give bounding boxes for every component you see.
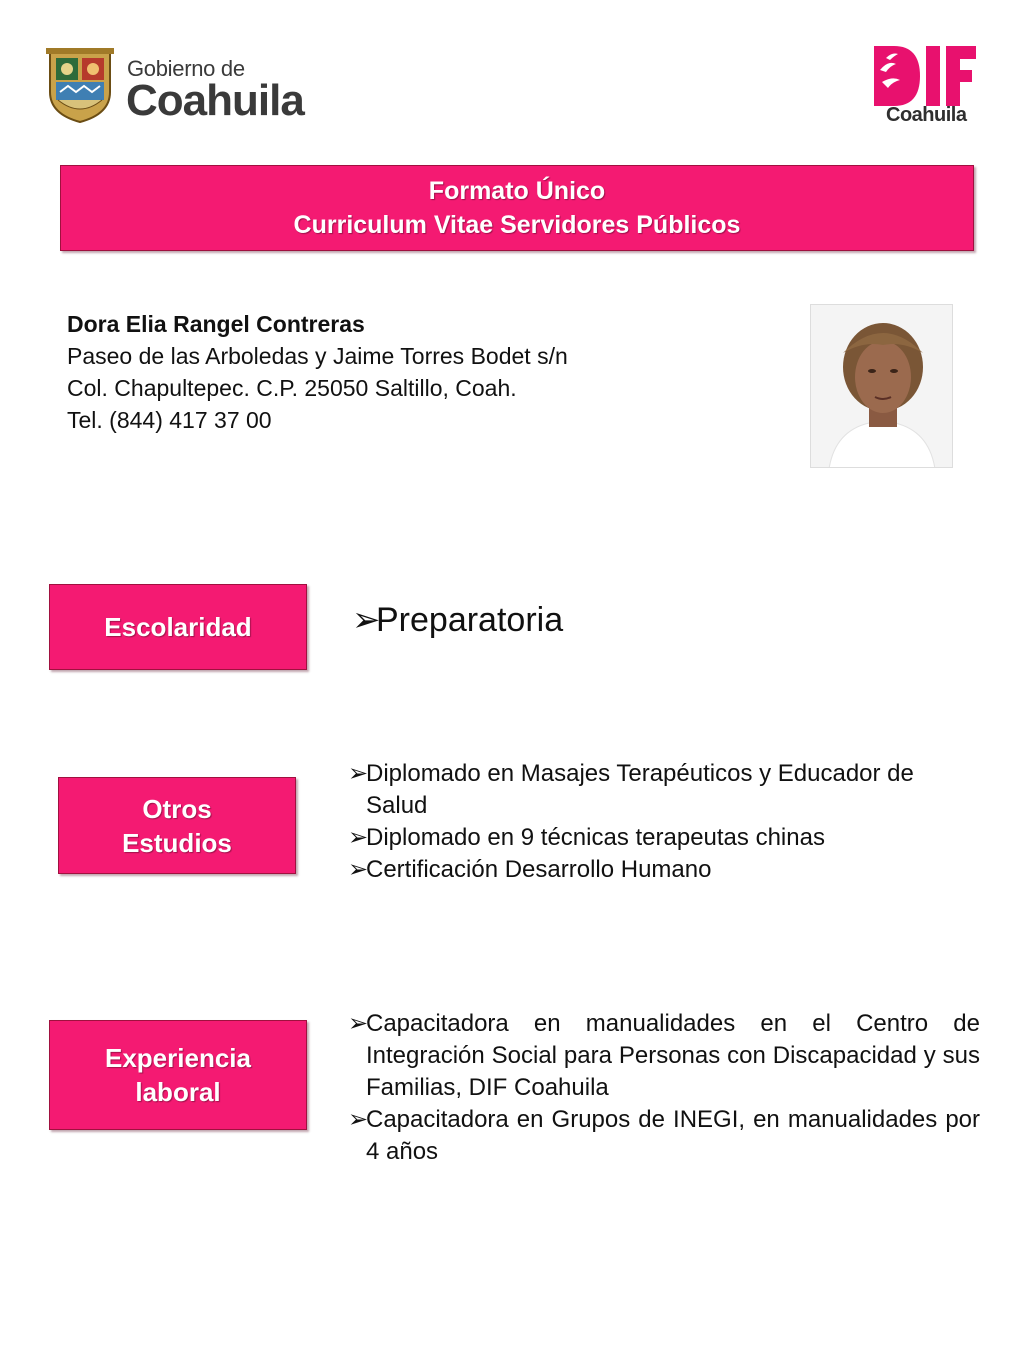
arrow-bullet-icon: ➢ (348, 824, 369, 851)
list-item (348, 758, 980, 822)
address-line-1: Paseo de las Arboledas y Jaime Torres Bodet s/n (67, 343, 568, 369)
dif-logo-icon (870, 44, 980, 108)
otros-label-line-1: Otros (142, 793, 212, 824)
list-item-text: Certificación Desarrollo Humano (366, 856, 712, 883)
list-item (348, 1104, 980, 1168)
arrow-bullet-icon: ➢ (348, 1106, 369, 1133)
arrow-bullet-icon: ➢ (348, 760, 369, 787)
escolaridad-label-box (49, 584, 307, 670)
title-line-2: Curriculum Vitae Servidores Públicos (293, 211, 741, 239)
escolaridad-label: Escolaridad (104, 611, 252, 642)
portrait-image (811, 305, 953, 468)
document-title-banner (60, 165, 974, 251)
person-name: Dora Elia Rangel Contreras (67, 311, 365, 337)
phone: Tel. (844) 417 37 00 (67, 407, 272, 433)
experiencia-label-line-1: Experiencia (105, 1043, 251, 1073)
title-line-1: Formato Único (428, 177, 606, 205)
otros-estudios-list (348, 758, 980, 886)
arrow-bullet-icon: ➢ (352, 601, 381, 639)
list-item (352, 598, 972, 642)
list-item-text: Capacitadora en manualidades en el Centro de Integración Social para Personas con Discapacidad y sus Familias, DIF Coahuila (366, 1010, 980, 1101)
gobierno-label: Gobierno de (127, 56, 245, 81)
arrow-bullet-icon: ➢ (348, 856, 369, 883)
contact-block (67, 308, 787, 436)
list-item-text: Capacitadora en Grupos de INEGI, en manualidades por 4 años (366, 1106, 980, 1165)
experiencia-laboral-list (348, 1008, 980, 1168)
dif-coahuila-label: Coahuila (886, 104, 967, 126)
gobierno-coahuila-logo (44, 44, 314, 128)
address-line-2: Col. Chapultepec. C.P. 25050 Saltillo, Coah. (67, 375, 517, 401)
otros-estudios-label-box (58, 777, 296, 874)
arrow-bullet-icon: ➢ (348, 1010, 369, 1037)
list-item (348, 1008, 980, 1104)
list-item (348, 822, 980, 854)
experiencia-laboral-label-box (49, 1020, 307, 1130)
coat-of-arms-icon (44, 48, 116, 124)
dif-coahuila-logo (870, 44, 980, 130)
list-item-text: Diplomado en 9 técnicas terapeutas chinas (366, 824, 825, 851)
list-item-text: Preparatoria (376, 601, 564, 639)
list-item-text: Diplomado en Masajes Terapéuticos y Educador de Salud (366, 760, 914, 819)
otros-label-line-2: Estudios (122, 827, 232, 858)
list-item (348, 854, 980, 886)
coahuila-label: Coahuila (126, 76, 304, 125)
escolaridad-list (352, 598, 972, 642)
experiencia-label-line-2: laboral (135, 1077, 221, 1107)
profile-photo (810, 304, 953, 468)
